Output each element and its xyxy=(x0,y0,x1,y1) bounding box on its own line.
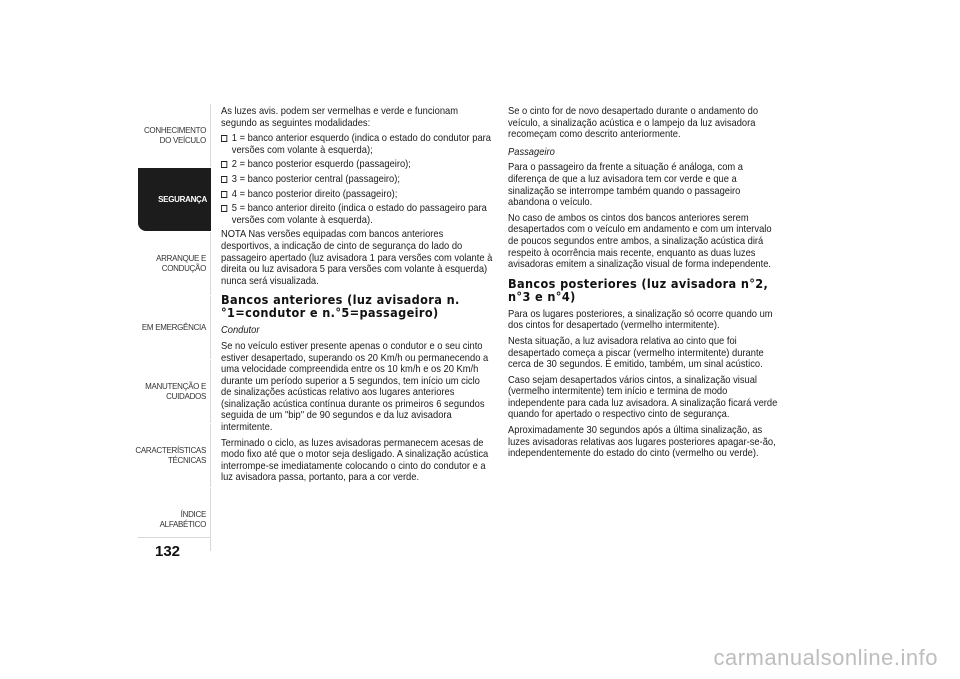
tab-manutencao-e-cuidados[interactable] xyxy=(138,360,211,423)
tab-label: SEGURANÇA xyxy=(158,194,207,204)
tab-label: EM EMERGÊNCIA xyxy=(141,322,206,332)
checkbox-bullet-icon xyxy=(221,176,227,183)
page-number: 132 xyxy=(155,543,181,560)
intro-paragraph: As luzes avis. podem ser vermelhas e verde e funcionam segundo as seguintes modalidades: xyxy=(221,106,459,129)
subheading-driver: Condutor xyxy=(221,325,260,337)
body-paragraph: Caso sejam desapertados vários cintos, a sinalização visual (vermelho intermitente) tem início e termina de modo independente para cada luz avisadora. A sinalização ficará verde quando for apertado o respectivo cinto de segurança. xyxy=(508,374,778,421)
right-column xyxy=(508,106,780,464)
tab-label: ARRANQUE E CONDUÇÃO xyxy=(156,253,206,273)
checkbox-bullet-icon xyxy=(221,161,227,168)
list-item xyxy=(221,189,493,201)
tab-em-emergencia[interactable] xyxy=(138,296,211,359)
tab-label: ÍNDICE ALFABÉTICO xyxy=(159,509,206,529)
list-item-text: 5 = banco anterior direito (indica o estado do passageiro para versões com volante à esquerda). xyxy=(231,203,487,226)
body-paragraph: No caso de ambos os cintos dos bancos anteriores serem desapertados com o veículo em andamento e com um intervalo de poucos segundos entre ambos, a sinalização acústica dirá respeito à ocorrência mais recente, enquanto as duas luzes avisadoras emitem a sinalização visual de forma independente. xyxy=(508,212,772,271)
list-item xyxy=(221,174,493,186)
body-paragraph: Para o passageiro da frente a situação é análoga, com a diferença de que a luz avisadora tem cor verde e que a sinalização se interrompe também quando o passageiro abandona o veículo. xyxy=(508,162,743,209)
tab-conhecimento-do-veiculo[interactable] xyxy=(138,104,211,167)
tab-seguranca[interactable] xyxy=(138,168,211,231)
sidebar-divider xyxy=(138,537,211,538)
tab-label: CARACTERÍSTICAS TÉCNICAS xyxy=(135,445,206,465)
list-item-text: 2 = banco posterior esquerdo (passageiro); xyxy=(231,159,411,171)
tab-arranque-e-conducao[interactable] xyxy=(138,232,211,295)
list-item xyxy=(221,159,493,171)
tab-label: MANUTENÇÃO E CUIDADOS xyxy=(145,381,206,401)
tab-label: CONHECIMENTO DO VEÍCULO xyxy=(143,125,206,145)
body-paragraph: Nesta situação, a luz avisadora relativa ao cinto que foi desapertado começa a piscar (vermelho intermitente) durante cerca de 30 segundos. É emitido, também, um sinal acústico. xyxy=(508,335,764,371)
body-paragraph: Se no veículo estiver presente apenas o condutor e o seu cinto estiver desapertado, superando os 20 Km/h ou permanecendo a uma velocidade compreendida entre os 10 km/h e os 20 Km/h durante um período superior a 5 segundos, tem início um ciclo de sinalizações acústicas relativo aos lugares anteriores (sinalização acústica contínua durante os primeiros 6 segundos seguida de um "bip" de 90 segundos e da luz avisadora intermitente. xyxy=(221,340,489,434)
body-paragraph: Aproximadamente 30 segundos após a última sinalização, as luzes avisadoras relativas aos lugares posteriores apagar-se-ão, independentemente do estado do cinto (vermelho ou verde). xyxy=(508,425,776,460)
checkbox-bullet-icon xyxy=(221,205,227,212)
section-heading-rear-seats: Bancos posteriores (luz avisadora n°2, n°3 e n°4) xyxy=(508,275,769,304)
checkbox-bullet-icon xyxy=(221,191,227,198)
note-paragraph: NOTA Nas versões equipadas com bancos anteriores desportivos, a indicação de cinto de segurança do lado do passageiro apertado (luz avisadora 1 para versões com volante à direita ou luz avisadora 5 para versões com volante à esquerda) nunca será visualizada. xyxy=(221,229,493,287)
tab-indice-alfabetico[interactable] xyxy=(138,488,211,551)
tab-caracteristicas-tecnicas[interactable] xyxy=(135,424,211,487)
watermark: carmanualsonline.info xyxy=(713,645,938,670)
left-column xyxy=(221,106,493,488)
list-item xyxy=(221,203,493,226)
checkbox-bullet-icon xyxy=(221,135,227,142)
body-paragraph: Para os lugares posteriores, a sinalização só ocorre quando um dos cintos for desapertado (vermelho intermitente). xyxy=(508,308,773,332)
body-paragraph: Se o cinto for de novo desapertado durante o andamento do veículo, a sinalização acústica e o lampejo da luz avisadora recomeçam como descrito anteriormente. xyxy=(508,106,759,141)
chapter-index-sidebar xyxy=(135,104,211,552)
list-item xyxy=(221,133,493,156)
body-paragraph: Terminado o ciclo, as luzes avisadoras permanecem acesas de modo fixo até que o motor seja desligado. A sinalização acústica interrompe-se imediatamente colocando o cinto do condutor e a luz avisadora passa, portanto, para a cor verde. xyxy=(221,437,489,484)
list-item-text: 3 = banco posterior central (passageiro); xyxy=(231,173,400,185)
list-item-text: 1 = banco anterior esquerdo (indica o estado do condutor para versões com volante à esquerda); xyxy=(231,133,491,156)
subheading-passenger: Passageiro xyxy=(508,146,555,158)
list-item-text: 4 = banco posterior direito (passageiro); xyxy=(231,188,398,200)
section-heading-front-seats: Bancos anteriores (luz avisadora n.°1=condutor e n.°5=passageiro) xyxy=(221,292,460,321)
